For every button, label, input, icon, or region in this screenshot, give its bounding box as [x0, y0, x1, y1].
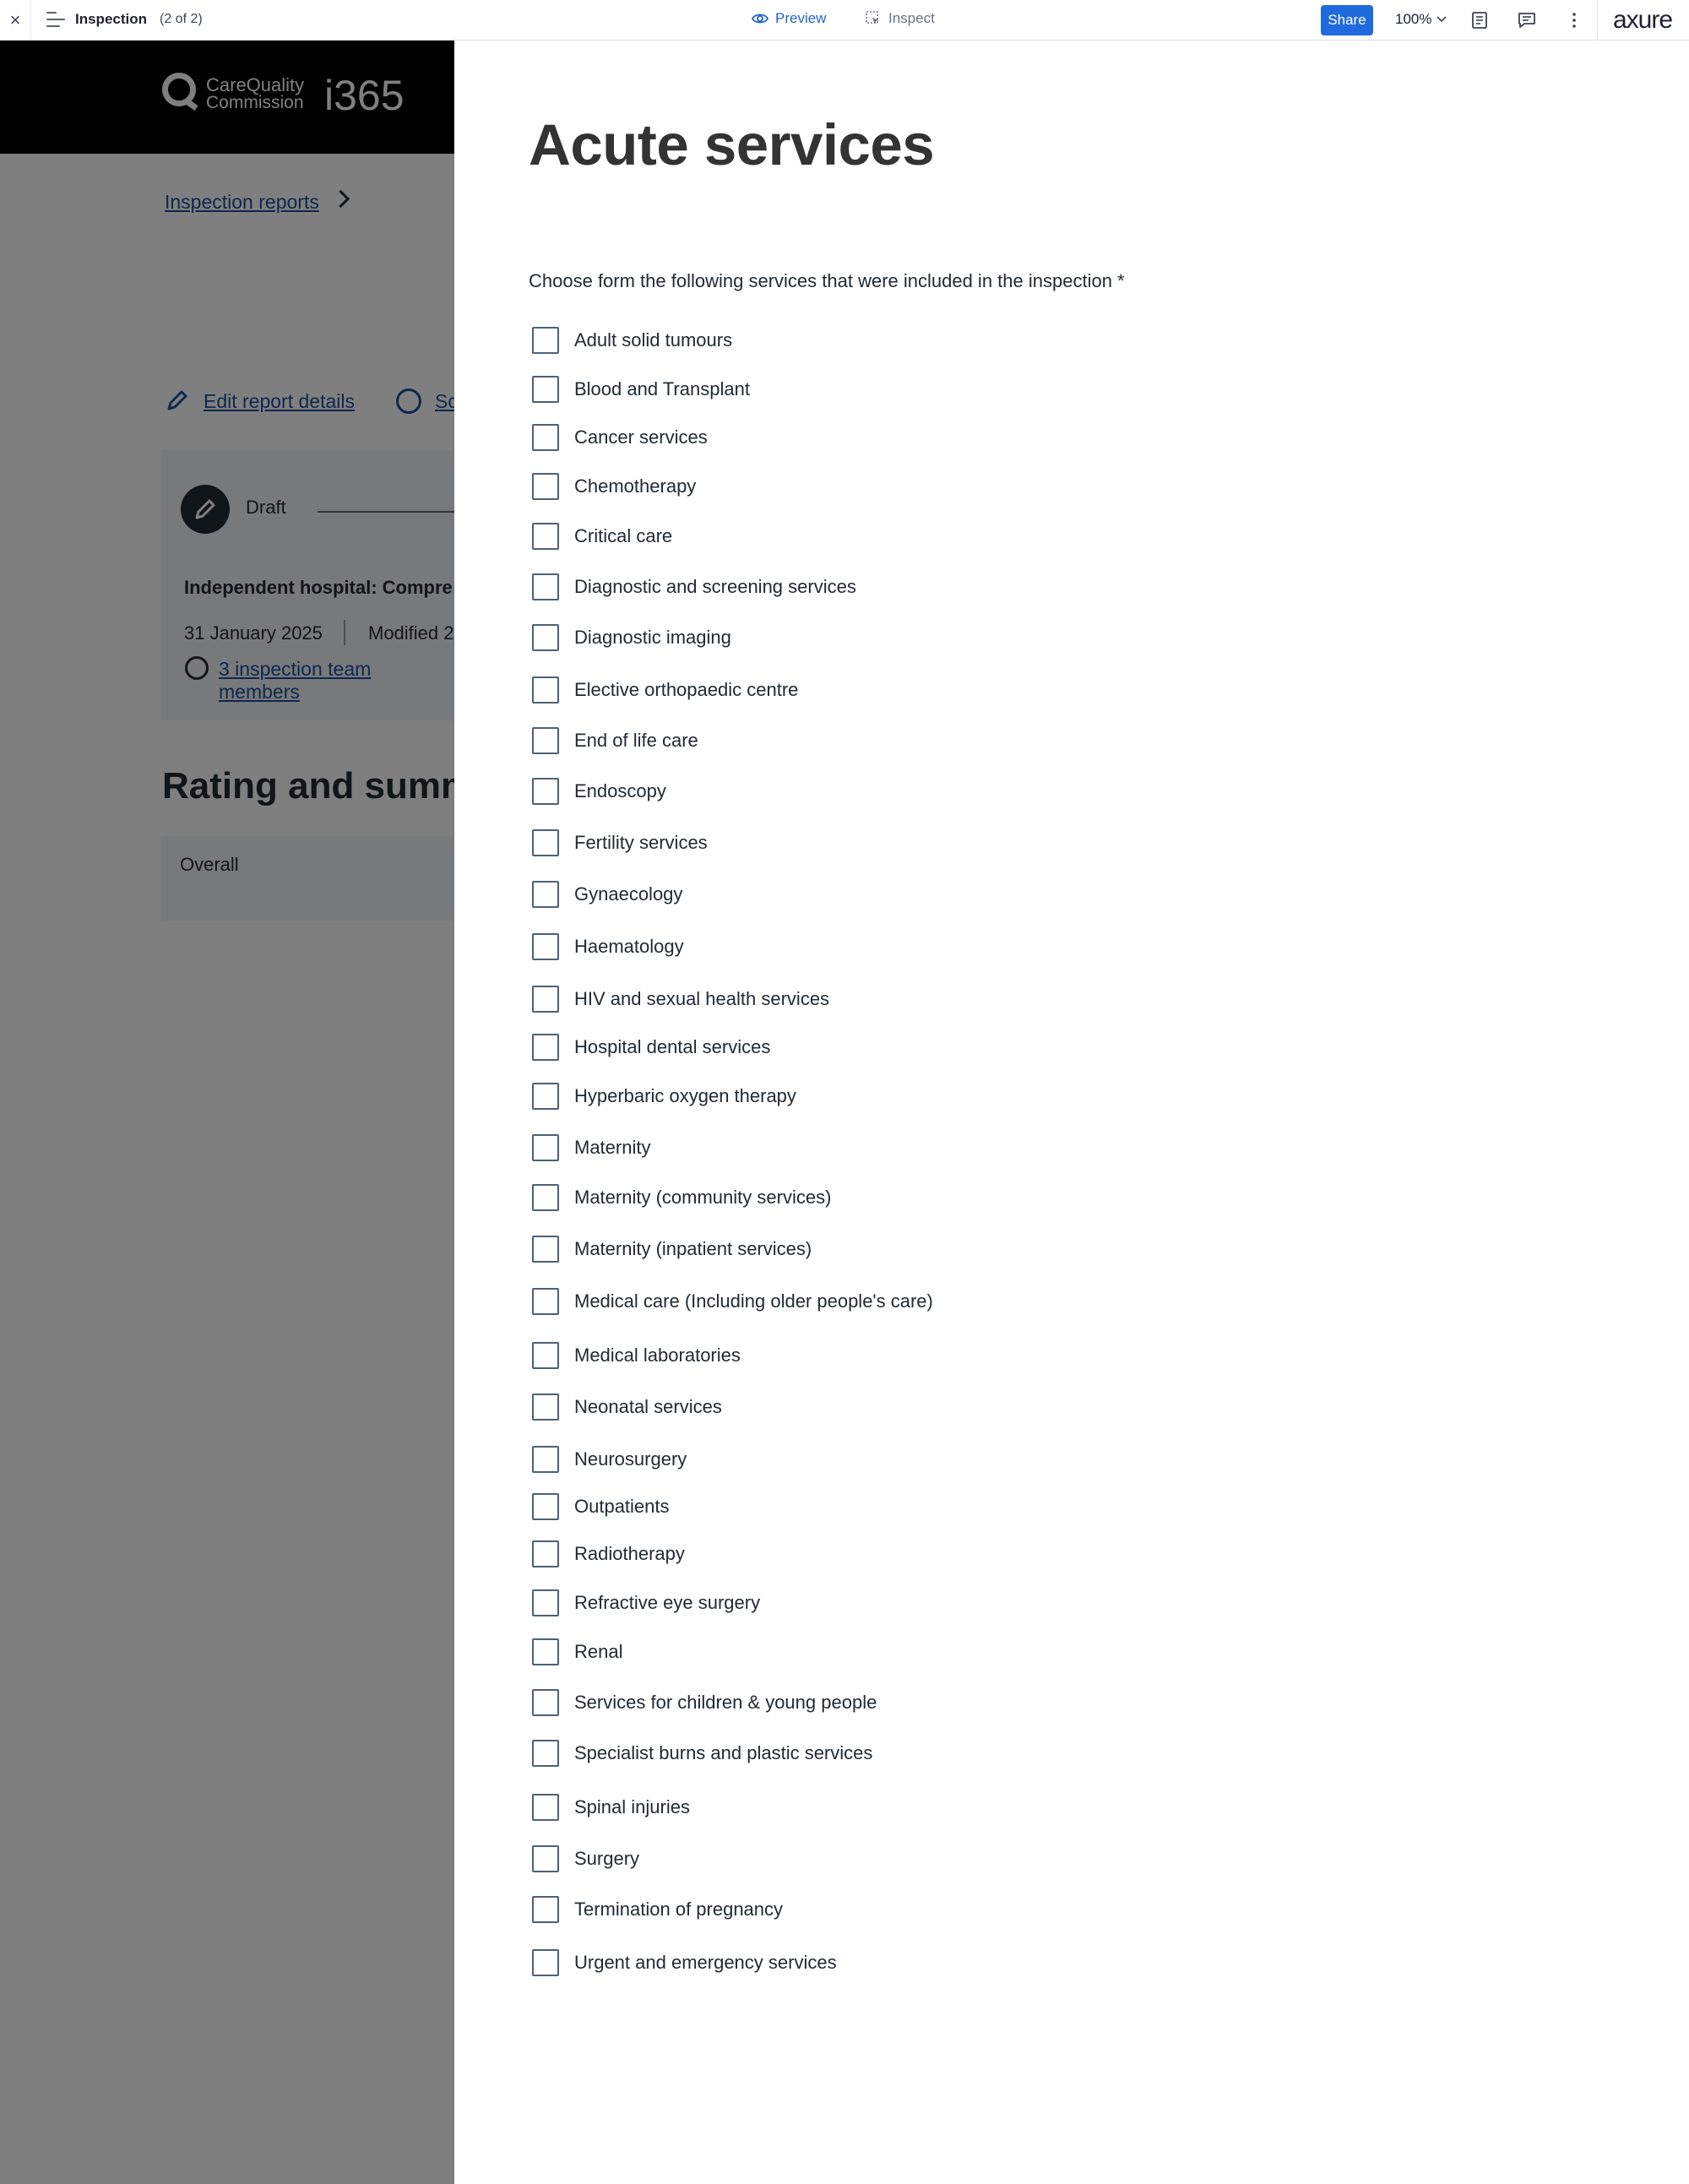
service-label: Radiotherapy	[574, 1543, 685, 1564]
page-count: (2 of 2)	[160, 12, 203, 26]
service-option[interactable]	[532, 519, 672, 553]
service-label: End of life care	[574, 730, 698, 751]
service-checkbox[interactable]	[532, 881, 559, 908]
service-option[interactable]	[532, 1537, 685, 1571]
service-option[interactable]	[532, 1079, 796, 1113]
service-option[interactable]	[532, 724, 698, 758]
service-checkbox[interactable]	[532, 1540, 559, 1567]
zoom-value: 100%	[1395, 11, 1432, 27]
service-checkbox[interactable]	[532, 573, 559, 600]
service-label: Neurosurgery	[574, 1448, 687, 1470]
service-checkbox[interactable]	[532, 1394, 559, 1421]
service-label: Neonatal services	[574, 1396, 722, 1417]
service-option[interactable]	[532, 1946, 837, 1980]
service-option[interactable]	[532, 877, 682, 911]
service-checkbox[interactable]	[532, 1740, 559, 1767]
inspect-icon	[865, 10, 882, 27]
services-question: Choose form the following services that were included in the inspection *	[529, 270, 1125, 291]
service-option[interactable]	[532, 982, 829, 1016]
service-option[interactable]	[532, 323, 732, 357]
service-option[interactable]	[532, 1790, 690, 1824]
service-option[interactable]	[532, 621, 731, 655]
service-checkbox[interactable]	[532, 1184, 559, 1211]
service-checkbox[interactable]	[532, 1638, 559, 1665]
service-label: Termination of pregnancy	[574, 1899, 784, 1920]
comments-icon[interactable]	[1517, 10, 1537, 30]
service-label: Chemotherapy	[574, 475, 697, 497]
service-label: Adult solid tumours	[574, 329, 733, 350]
close-icon[interactable]: ×	[0, 0, 31, 40]
service-label: Elective orthopaedic centre	[574, 679, 799, 700]
service-option[interactable]	[532, 421, 708, 454]
eye-icon	[752, 13, 768, 24]
service-option[interactable]	[532, 1893, 783, 1926]
service-checkbox[interactable]	[532, 1949, 559, 1976]
chevron-down-icon	[1436, 16, 1447, 23]
service-label: Endoscopy	[574, 780, 666, 801]
service-option[interactable]	[532, 930, 684, 964]
service-checkbox[interactable]	[532, 624, 559, 651]
service-option[interactable]	[532, 826, 708, 860]
service-checkbox[interactable]	[532, 1689, 559, 1716]
service-option[interactable]	[532, 1181, 831, 1214]
service-option[interactable]	[532, 1232, 812, 1266]
service-option[interactable]	[532, 570, 856, 604]
service-option[interactable]	[532, 1390, 722, 1424]
service-checkbox[interactable]	[532, 424, 559, 451]
service-label: Diagnostic imaging	[574, 627, 731, 648]
inspect-button[interactable]	[865, 10, 935, 27]
service-label: Urgent and emergency services	[574, 1952, 837, 1973]
service-checkbox[interactable]	[532, 1493, 559, 1520]
service-checkbox[interactable]	[532, 986, 559, 1013]
service-option[interactable]	[532, 1131, 650, 1165]
service-label: Gynaecology	[574, 883, 683, 905]
service-checkbox[interactable]	[532, 1236, 559, 1263]
service-option[interactable]	[532, 1285, 933, 1318]
axure-logo: axure	[1613, 6, 1673, 34]
service-checkbox[interactable]	[532, 1288, 559, 1315]
drawer-title: Acute services	[529, 112, 935, 177]
service-label: Haematology	[574, 936, 684, 957]
service-label: Outpatients	[574, 1496, 670, 1517]
service-checkbox[interactable]	[532, 473, 559, 500]
service-checkbox[interactable]	[532, 376, 559, 403]
service-option[interactable]	[532, 470, 696, 503]
service-label: Specialist burns and plastic services	[574, 1742, 873, 1763]
service-checkbox[interactable]	[532, 727, 559, 754]
preview-button[interactable]	[752, 10, 826, 27]
service-label: Fertility services	[574, 832, 708, 853]
service-checkbox[interactable]	[532, 1134, 559, 1161]
preview-label: Preview	[775, 10, 827, 26]
service-checkbox[interactable]	[532, 327, 559, 354]
service-checkbox[interactable]	[532, 1845, 559, 1872]
service-option[interactable]	[532, 1490, 670, 1524]
service-option[interactable]	[532, 1736, 872, 1770]
service-option[interactable]	[532, 372, 750, 406]
service-checkbox[interactable]	[532, 1589, 559, 1616]
service-option[interactable]	[532, 1842, 639, 1876]
service-checkbox[interactable]	[532, 676, 559, 704]
zoom-dropdown[interactable]	[1395, 11, 1447, 28]
axure-toolbar	[0, 0, 1689, 41]
service-checkbox[interactable]	[532, 1342, 559, 1369]
service-label: Renal	[574, 1641, 623, 1662]
notes-icon[interactable]	[1469, 10, 1490, 30]
acute-services-drawer	[454, 41, 1689, 2184]
service-label: Cancer services	[574, 426, 708, 448]
service-label: Maternity (inpatient services)	[574, 1238, 812, 1259]
service-label: Surgery	[574, 1848, 640, 1869]
service-label: Hyperbaric oxygen therapy	[574, 1085, 796, 1106]
service-option[interactable]	[532, 1339, 741, 1372]
service-label: Hospital dental services	[574, 1036, 771, 1057]
service-checkbox[interactable]	[532, 829, 559, 856]
service-option[interactable]	[532, 1635, 622, 1669]
service-label: Maternity	[574, 1137, 651, 1158]
service-label: Maternity (community services)	[574, 1187, 832, 1208]
service-label: Diagnostic and screening services	[574, 576, 856, 597]
service-option[interactable]	[532, 774, 666, 808]
service-option[interactable]	[532, 1686, 877, 1719]
modal-overlay[interactable]	[0, 41, 454, 2184]
inspect-label: Inspect	[888, 10, 935, 26]
service-label: Spinal injuries	[574, 1796, 690, 1817]
service-checkbox[interactable]	[532, 778, 559, 805]
service-checkbox[interactable]	[532, 1034, 559, 1061]
service-checkbox[interactable]	[532, 1083, 559, 1110]
service-label: Critical care	[574, 525, 673, 546]
service-option[interactable]	[532, 1030, 770, 1064]
service-label: Services for children & young people	[574, 1692, 877, 1713]
service-checkbox[interactable]	[532, 933, 559, 960]
share-button[interactable]: Share	[1321, 5, 1373, 35]
service-checkbox[interactable]	[532, 1794, 559, 1821]
service-label: Refractive eye surgery	[574, 1592, 761, 1613]
service-checkbox[interactable]	[532, 1896, 559, 1923]
more-options-icon[interactable]	[1564, 10, 1584, 30]
service-option[interactable]	[532, 1586, 760, 1620]
service-label: HIV and sexual health services	[574, 988, 830, 1009]
service-option[interactable]	[532, 1442, 687, 1476]
service-checkbox[interactable]	[532, 1446, 559, 1473]
toolbar-divider	[1597, 0, 1598, 41]
service-checkbox[interactable]	[532, 523, 559, 550]
sitemap-menu-icon[interactable]	[46, 12, 65, 29]
service-label: Blood and Transplant	[574, 378, 750, 399]
service-label: Medical laboratories	[574, 1345, 741, 1366]
page-title: Inspection	[75, 11, 148, 27]
service-label: Medical care (Including older people's care)	[574, 1290, 933, 1312]
service-option[interactable]	[532, 673, 798, 707]
